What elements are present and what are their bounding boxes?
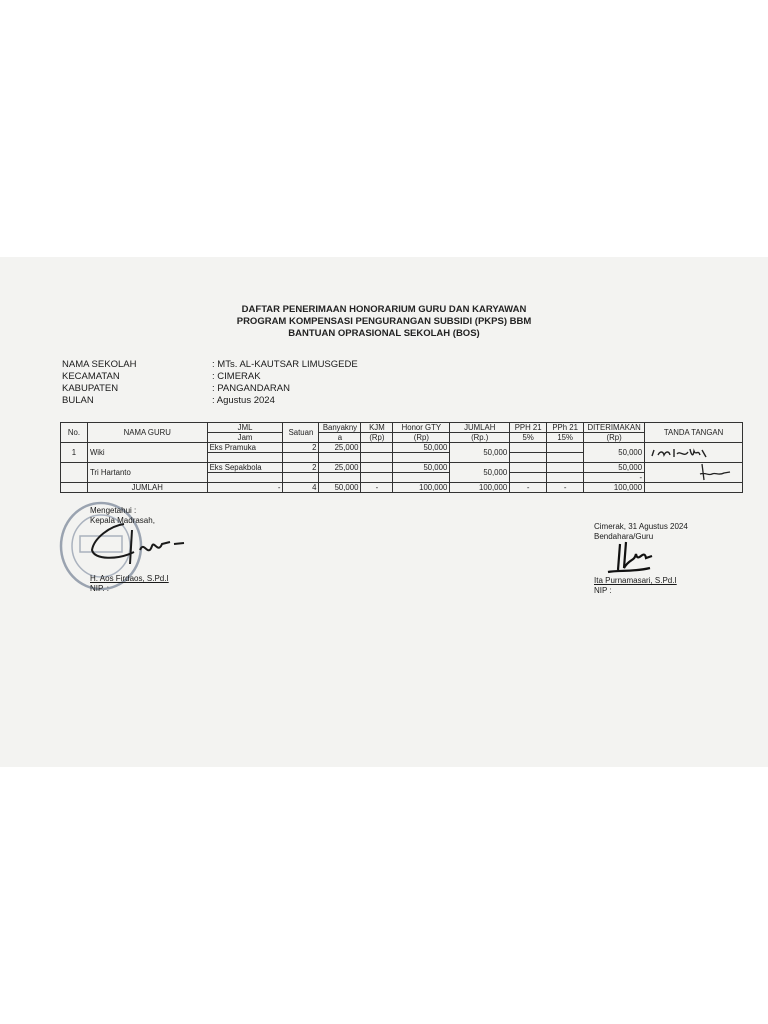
cell-banyaknya: 25,000: [319, 443, 361, 453]
info-label: NAMA SEKOLAH: [62, 359, 137, 370]
header-nama-guru: NAMA GURU: [87, 423, 207, 443]
header-pph5-pct: 5%: [510, 433, 547, 443]
title-line-1: DAFTAR PENERIMAAN HONORARIUM GURU DAN KARYAWAN: [241, 304, 527, 315]
cell-kjm: [361, 463, 393, 473]
header-jumlah: JUMLAH: [450, 423, 510, 433]
total-honor: 100,000: [393, 483, 450, 493]
headmaster-signature-icon: [88, 520, 188, 568]
cell-kjm: [361, 473, 393, 483]
total-pph15: -: [547, 483, 584, 493]
cell-pph15: [547, 443, 584, 453]
cell-satuan: 2: [283, 463, 319, 473]
cell-jumlah: 50,000: [450, 463, 510, 483]
header-pph15-pct: 15%: [547, 433, 584, 443]
info-value: : MTs. AL-KAUTSAR LIMUSGEDE: [212, 359, 358, 370]
cell-banyaknya: [319, 473, 361, 483]
cell-no: 1: [61, 443, 88, 463]
cell-jml: [207, 473, 283, 483]
total-diterimakan: 100,000: [584, 483, 645, 493]
header-banyaknya: Banyakny: [319, 423, 361, 433]
cell-nama: Wiki: [87, 443, 207, 463]
info-label: KABUPATEN: [62, 383, 119, 394]
header-kjm: KJM: [361, 423, 393, 433]
honorarium-table: [60, 422, 743, 493]
cell-jml: [207, 453, 283, 463]
header-satuan: Satuan: [283, 423, 319, 443]
cell-honor: [393, 473, 450, 483]
title-line-3: BANTUAN OPRASIONAL SEKOLAH (BOS): [288, 328, 480, 339]
total-jumlah: 100,000: [450, 483, 510, 493]
header-honor-rp: (Rp): [393, 433, 450, 443]
total-tanda-tangan: [645, 483, 743, 493]
cell-satuan: 2: [283, 443, 319, 453]
document-title: [0, 304, 768, 340]
signature-wiki-icon: [650, 446, 712, 460]
signature-tri-icon: [698, 462, 732, 482]
cell-banyaknya: 25,000: [319, 463, 361, 473]
header-pph15: PPh 21: [547, 423, 584, 433]
table-total-row: [61, 483, 743, 493]
cell-diterimakan: 50,000: [584, 463, 645, 473]
cell-satuan: [283, 473, 319, 483]
cell-jml: Eks Pramuka: [207, 443, 283, 453]
header-pph5: PPH 21: [510, 423, 547, 433]
header-honor: Honor GTY: [393, 423, 450, 433]
cell-satuan: [283, 453, 319, 463]
info-value: : Agustus 2024: [212, 395, 275, 406]
treasurer-title: Bendahara/Guru: [594, 532, 654, 541]
treasurer-nip: NIP :: [594, 586, 612, 595]
table-header-row: [61, 423, 743, 433]
header-no: No.: [61, 423, 88, 443]
info-row: [62, 359, 358, 371]
info-label: KECAMATAN: [62, 371, 120, 382]
cell-banyaknya: [319, 453, 361, 463]
school-info: [62, 359, 358, 407]
total-jml: -: [207, 483, 283, 493]
header-diterimakan-rp: (Rp): [584, 433, 645, 443]
cell-pph5: [510, 453, 547, 463]
cell-kjm: [361, 443, 393, 453]
headmaster-title: Kepala Madrasah,: [90, 516, 155, 525]
header-jam: Jam: [207, 433, 283, 443]
total-banyaknya: 50,000: [319, 483, 361, 493]
headmaster-nip: NIP. :: [90, 584, 109, 593]
info-row: [62, 383, 358, 395]
info-row: [62, 395, 358, 407]
header-diterimakan: DITERIMAKAN: [584, 423, 645, 433]
total-kjm: -: [361, 483, 393, 493]
treasurer-name: Ita Purnamasari, S.Pd.I: [594, 576, 677, 585]
total-no: [61, 483, 88, 493]
header-tanda-tangan: TANDA TANGAN: [645, 423, 743, 443]
place-date: Cimerak, 31 Agustus 2024: [594, 522, 688, 531]
total-pph5: -: [510, 483, 547, 493]
acknowledged-label: Mengetahui :: [90, 506, 137, 515]
cell-jumlah: 50,000: [450, 443, 510, 463]
cell-nama: Tri Hartanto: [87, 463, 207, 483]
cell-pph5: [510, 443, 547, 453]
treasurer-signature-icon: [604, 540, 660, 576]
cell-jml: Eks Sepakbola: [207, 463, 283, 473]
cell-pph15: [547, 453, 584, 463]
header-banyaknya-2: a: [319, 433, 361, 443]
cell-pph5: [510, 463, 547, 473]
cell-diterimakan: -: [584, 473, 645, 483]
cell-pph15: [547, 473, 584, 483]
info-row: [62, 371, 358, 383]
table-row: [61, 463, 743, 473]
header-jml: JML: [207, 423, 283, 433]
header-jumlah-rp: (Rp.): [450, 433, 510, 443]
cell-honor: [393, 453, 450, 463]
header-kjm-rp: (Rp): [361, 433, 393, 443]
total-label: JUMLAH: [87, 483, 207, 493]
cell-kjm: [361, 453, 393, 463]
cell-honor: 50,000: [393, 463, 450, 473]
headmaster-name: H. Aos Firdaos, S.Pd.I: [90, 574, 169, 583]
info-value: : CIMERAK: [212, 371, 261, 382]
info-label: BULAN: [62, 395, 94, 406]
cell-pph5: [510, 473, 547, 483]
table-row: [61, 443, 743, 453]
cell-honor: 50,000: [393, 443, 450, 453]
title-line-2: PROGRAM KOMPENSASI PENGURANGAN SUBSIDI (PKPS) BBM: [236, 316, 532, 327]
cell-diterimakan: 50,000: [584, 443, 645, 463]
info-value: : PANGANDARAN: [212, 383, 290, 394]
cell-no: [61, 463, 88, 483]
cell-pph15: [547, 463, 584, 473]
total-satuan: 4: [283, 483, 319, 493]
